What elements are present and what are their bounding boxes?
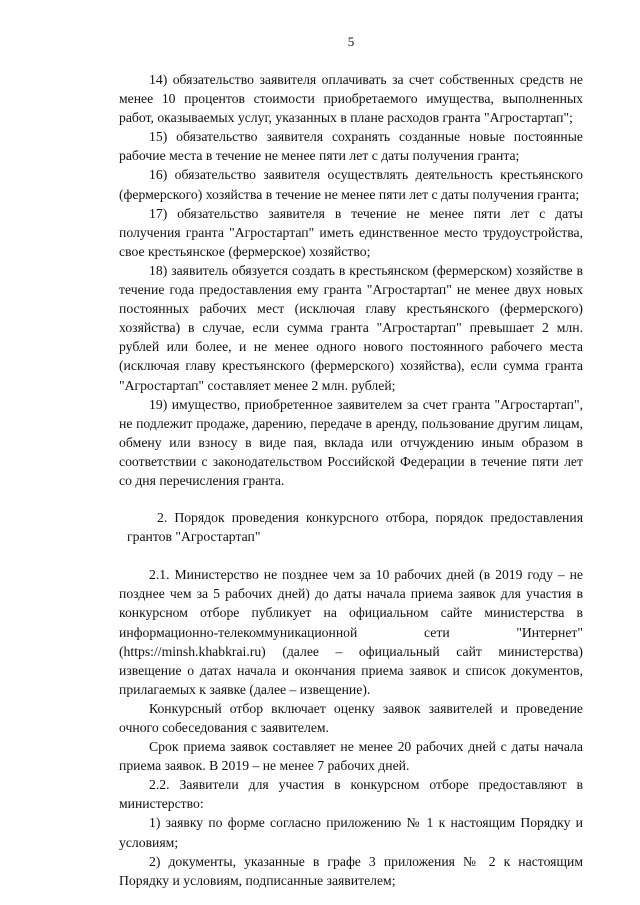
paragraph-application-period: Срок приема заявок составляет не менее 20 рабочих дней с даты начала приема заявок. В 2019 – не менее 7 рабочих дней.	[119, 739, 583, 774]
paragraph-selection-includes: Конкурсный отбор включает оценку заявок заявителей и проведение очного собеседования с заявителем.	[119, 700, 583, 735]
paragraph-2-2-item-1: 1) заявку по форме согласно приложению № 1 к настоящим Порядку и условиям;	[119, 815, 583, 850]
paragraph-item-19: 19) имущество, приобретенное заявителем за счет гранта "Агростартап", не подлежит продаже, дарению, передаче в аренду, пользование другим лицам, обмену или взносу в виде пая, вклада или отчуждению иным образом в соответствии с законодательством Российской Федерации в течение пяти лет со дня перечисления гранта.	[119, 396, 583, 488]
paragraph-item-16: 16) обязательство заявителя осуществлять деятельность крестьянского (фермерского) хозяйства в течение не менее пяти лет с даты получения гранта;	[119, 167, 583, 202]
section-heading	[119, 508, 583, 546]
paragraph-item-18: 18) заявитель обязуется создать в крестьянском (фермерском) хозяйстве в течение года предоставления ему гранта "Агростартап" не менее двух новых постоянных рабочих мест (исключая главу крестьянского (фермерского) хозяйства) в случае, если сумма гранта "Агростартап" превышает 2 млн. рублей или более, и не менее одного нового постоянного рабочего места (исключая главу крестьянского (фермерского) хозяйства), если сумма гранта "Агростартап" составляет менее 2 млн. рублей;	[119, 262, 583, 393]
section-heading-line-1: 2. Порядок проведения конкурсного отбора, порядок предоставления	[157, 510, 583, 526]
paragraph-2-2-item-2: 2) документы, указанные в графе 3 приложения № 2 к настоящим Порядку и условиям, подписанные заявителем;	[119, 853, 583, 888]
paragraph-2-1: 2.1. Министерство не позднее чем за 10 рабочих дней (в 2019 году – не позднее чем за 5 рабочих дней) до даты начала приема заявок для участия в конкурсном отборе публикует на официальном сайте министерства в информационно-телекоммуникационной сети "Интернет" (https://minsh.khabkrai.ru) (далее – официальный сайт министерства) извещение о датах начала и окончания приема заявок и список документов, прилагаемых к заявке (далее – извещение).	[119, 567, 583, 697]
paragraph-item-17: 17) обязательство заявителя в течение не менее пяти лет с даты получения гранта "Агростартап" иметь единственное место трудоустройства, свое крестьянское (фермерское) хозяйство;	[119, 205, 583, 259]
paragraph-item-15: 15) обязательство заявителя сохранять созданные новые постоянные рабочие места в течение не менее пяти лет с даты получения гранта;	[119, 129, 583, 164]
paragraph-item-14: 14) обязательство заявителя оплачивать за счет собственных средств не менее 10 процентов стоимости приобретаемого имущества, выполненных работ, оказываемых услуг, указанных в плане расходов гранта "Агростартап";	[119, 72, 583, 126]
paragraph-2-2: 2.2. Заявители для участия в конкурсном отборе предоставляют в министерство:	[119, 777, 583, 812]
page-number: 5	[347, 34, 355, 49]
section-heading-line-2: грантов "Агростартап"	[127, 529, 261, 545]
